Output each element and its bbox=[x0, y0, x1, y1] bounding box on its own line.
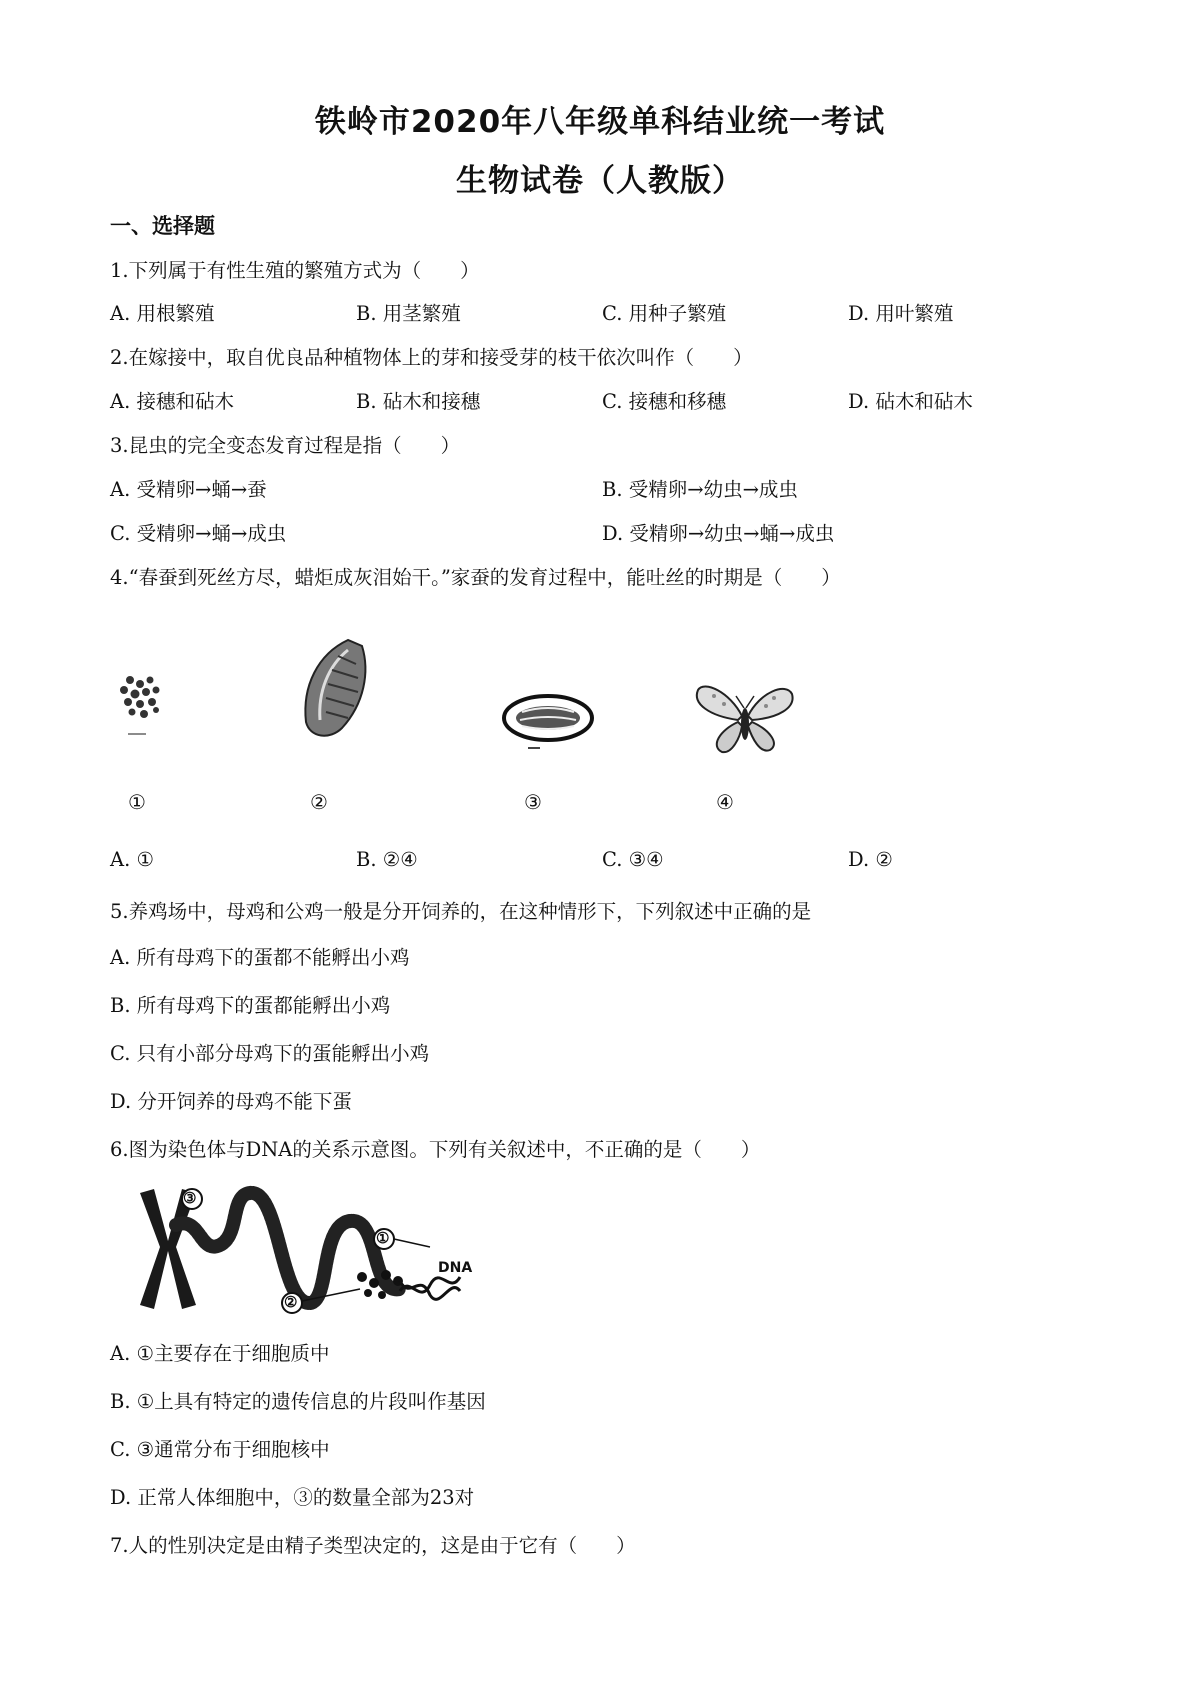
question-2-option-d: D. 砧木和砧木 bbox=[848, 390, 973, 413]
silkworm-larva-illustration bbox=[298, 636, 378, 746]
figure-label-1: ① bbox=[128, 790, 146, 814]
diagram-label-dna: DNA bbox=[438, 1260, 473, 1276]
diagram-label-1: ① bbox=[376, 1229, 390, 1247]
question-5-option-b: B. 所有母鸡下的蛋都能孵出小鸡 bbox=[110, 994, 391, 1017]
question-6-option-b: B. ①上具有特定的遗传信息的片段叫作基因 bbox=[110, 1390, 486, 1413]
question-1-option-c: C. 用种子繁殖 bbox=[602, 302, 727, 325]
question-2-option-c: C. 接穗和移穗 bbox=[602, 390, 727, 413]
question-2-stem: 2.在嫁接中，取自优良品种植物体上的芽和接受芽的枝干依次叫作（ ） bbox=[110, 346, 753, 369]
question-5-option-d: D. 分开饲养的母鸡不能下蛋 bbox=[110, 1090, 352, 1113]
question-3-option-b: B. 受精卵→幼虫→成虫 bbox=[602, 478, 798, 501]
question-1-option-d: D. 用叶繁殖 bbox=[848, 302, 954, 325]
diagram-label-2: ② bbox=[284, 1293, 298, 1311]
question-6-stem: 6.图为染色体与DNA的关系示意图。下列有关叙述中，不正确的是（ ） bbox=[110, 1138, 761, 1161]
question-7-stem: 7.人的性别决定是由精子类型决定的，这是由于它有（ ） bbox=[110, 1534, 636, 1557]
question-3-option-d: D. 受精卵→幼虫→蛹→成虫 bbox=[602, 522, 835, 545]
question-4-option-c: C. ③④ bbox=[602, 848, 664, 871]
question-5-option-c: C. 只有小部分母鸡下的蛋能孵出小鸡 bbox=[110, 1042, 430, 1065]
question-4-option-a: A. ① bbox=[110, 848, 154, 871]
question-5-option-a: A. 所有母鸡下的蛋都不能孵出小鸡 bbox=[110, 946, 410, 969]
silkworm-cocoon-illustration bbox=[498, 690, 598, 750]
figure-label-2: ② bbox=[310, 790, 328, 814]
question-6-option-d: D. 正常人体细胞中，③的数量全部为23对 bbox=[110, 1486, 475, 1509]
exam-subtitle: 生物试卷（人教版） bbox=[456, 163, 744, 199]
section-heading: 一、选择题 bbox=[110, 214, 215, 238]
question-4-stem: 4.“春蚕到死丝方尽，蜡炬成灰泪始干。”家蚕的发育过程中，能吐丝的时期是（ ） bbox=[110, 566, 841, 589]
question-1-stem: 1.下列属于有性生殖的繁殖方式为（ ） bbox=[110, 259, 480, 282]
question-1-option-a: A. 用根繁殖 bbox=[110, 302, 215, 325]
question-3-option-c: C. 受精卵→蛹→成虫 bbox=[110, 522, 287, 545]
question-4-option-b: B. ②④ bbox=[356, 848, 418, 871]
silkworm-eggs-illustration bbox=[110, 670, 180, 740]
question-5-stem: 5.养鸡场中，母鸡和公鸡一般是分开饲养的，在这种情形下，下列叙述中正确的是 bbox=[110, 900, 812, 923]
question-1-option-b: B. 用茎繁殖 bbox=[356, 302, 461, 325]
question-6-option-c: C. ③通常分布于细胞核中 bbox=[110, 1438, 330, 1461]
question-2-option-b: B. 砧木和接穗 bbox=[356, 390, 481, 413]
figure-label-3: ③ bbox=[524, 790, 542, 814]
question-3-option-a: A. 受精卵→蛹→蚕 bbox=[110, 478, 267, 501]
exam-title: 铁岭市2020年八年级单科结业统一考试 bbox=[314, 104, 886, 140]
question-3-stem: 3.昆虫的完全变态发育过程是指（ ） bbox=[110, 434, 461, 457]
question-6-option-a: A. ①主要存在于细胞质中 bbox=[110, 1342, 330, 1365]
silk-moth-illustration bbox=[690, 672, 800, 764]
figure-label-4: ④ bbox=[716, 790, 734, 814]
diagram-label-3: ③ bbox=[183, 1189, 197, 1207]
question-4-option-d: D. ② bbox=[848, 848, 893, 871]
question-2-option-a: A. 接穗和砧木 bbox=[110, 390, 234, 413]
